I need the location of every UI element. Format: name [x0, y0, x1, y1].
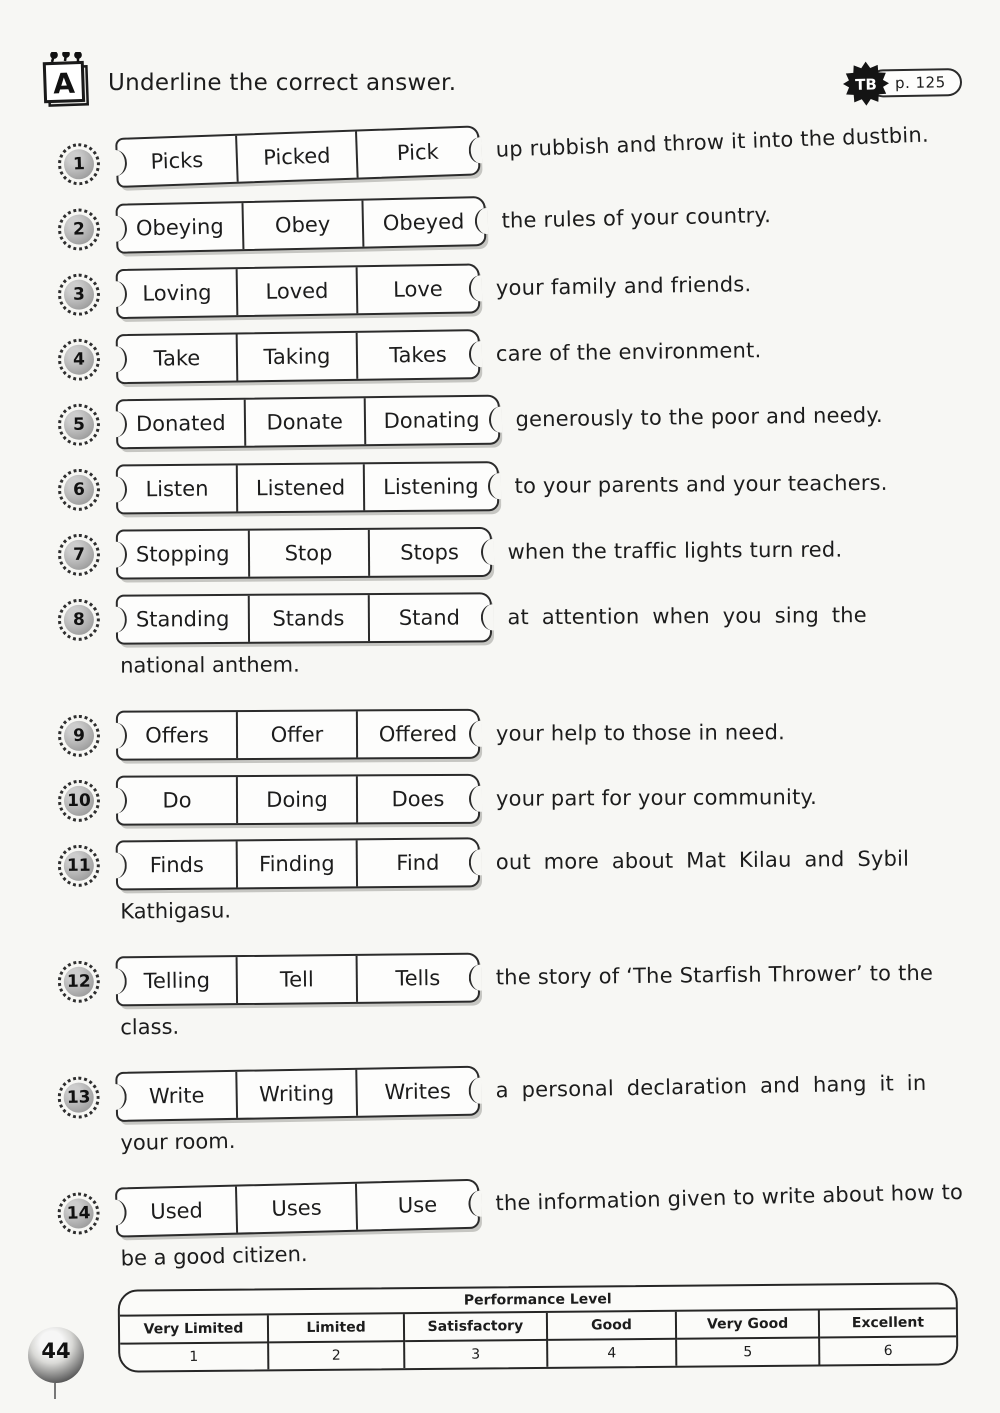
choice-option: Uses — [237, 1184, 358, 1233]
choice-option: Listening — [383, 474, 479, 500]
item-12 — [58, 948, 963, 1040]
item-number-badge: 1 — [57, 143, 100, 186]
item-sentence: to your parents and your teachers. — [514, 470, 888, 499]
item-10 — [58, 771, 962, 826]
choice-option: Stopping — [118, 531, 250, 578]
item-3 — [58, 256, 963, 320]
item-9 — [58, 706, 962, 761]
choice-option: Picked — [237, 132, 359, 182]
item-2 — [57, 186, 962, 255]
item-sentence: your part for your community. — [495, 785, 818, 811]
item-sentence: when the traffic lights turn red. — [507, 537, 843, 564]
item-sentence-continued: national anthem. — [120, 652, 300, 678]
choice-option: Stop — [249, 530, 369, 577]
perf-col-header: Very Limited — [120, 1315, 269, 1344]
choice-box — [116, 592, 492, 644]
choice-option: Obey — [243, 201, 364, 250]
svg-text:TB: TB — [855, 75, 878, 94]
choice-box — [116, 329, 481, 384]
choice-box — [116, 263, 481, 319]
choice-option: Doing — [238, 776, 358, 823]
choice-option: Taking — [238, 333, 359, 381]
page-number: 44 — [41, 1339, 71, 1363]
perf-value: 6 — [883, 1342, 893, 1359]
performance-table-title: Performance Level — [120, 1284, 956, 1316]
choice-option: Offer — [238, 711, 358, 758]
exercise-items — [58, 122, 964, 1272]
choice-option: Tell — [238, 956, 358, 1003]
choice-box — [115, 196, 486, 254]
choice-option: Obeying — [118, 203, 245, 252]
choice-option: Finding — [238, 840, 358, 887]
item-sentence: out more about Mat Kilau and Sybil — [495, 846, 910, 875]
item-sentence: a personal declaration and hang it in — [495, 1070, 927, 1103]
item-13 — [57, 1057, 962, 1156]
item-number-badge: 6 — [58, 469, 100, 511]
item-5 — [58, 389, 963, 450]
choice-option: Stand — [398, 605, 461, 630]
page-title: Underline the correct answer. — [108, 70, 457, 96]
choice-option: Loving — [118, 269, 239, 317]
header — [40, 52, 962, 114]
item-8 — [58, 589, 962, 678]
choice-option: Pick — [396, 139, 440, 166]
choice-box — [116, 461, 499, 514]
item-sentence: the information given to write about how to — [495, 1179, 964, 1216]
item-7 — [58, 524, 962, 580]
perf-col-header: Good — [548, 1312, 678, 1341]
item-number-badge: 5 — [58, 403, 101, 446]
item-11 — [58, 833, 963, 924]
choice-option: Writing — [237, 1070, 358, 1118]
item-number-badge: 2 — [58, 208, 101, 251]
choice-box — [116, 837, 480, 890]
item-number-badge: 11 — [58, 845, 100, 887]
choice-option: Used — [117, 1187, 238, 1236]
item-sentence: up rubbish and throw it into the dustbin. — [495, 122, 930, 162]
item-sentence: your help to those in need. — [495, 720, 786, 746]
choice-option: Listened — [238, 464, 366, 511]
choice-option: Use — [397, 1192, 438, 1218]
choice-option: Donating — [383, 407, 480, 434]
item-number-badge: 13 — [57, 1076, 100, 1119]
item-sentence: your family and friends. — [495, 272, 752, 301]
item-number-badge: 12 — [58, 961, 100, 1003]
choice-option: Offers — [118, 712, 238, 759]
notepad-a-icon — [40, 52, 92, 114]
perf-col-header: Satisfactory — [405, 1313, 548, 1342]
perf-value: 5 — [677, 1339, 820, 1366]
item-sentence: care of the environment. — [495, 338, 762, 366]
item-number-badge: 10 — [58, 780, 100, 822]
item-sentence-continued: be a good citizen. — [120, 1241, 308, 1271]
choice-option: Offered — [378, 721, 458, 747]
item-number-badge: 14 — [57, 1192, 100, 1235]
item-1 — [57, 108, 962, 190]
page-ref-label: p. 125 — [869, 68, 962, 98]
choice-option: Write — [117, 1072, 238, 1120]
choice-box — [116, 527, 492, 580]
choice-option: Find — [396, 850, 440, 876]
item-number-badge: 4 — [58, 338, 101, 381]
perf-col-header: Limited — [269, 1314, 405, 1343]
svg-text:A: A — [52, 66, 76, 101]
choice-option: Takes — [389, 342, 447, 368]
choice-box — [115, 125, 481, 188]
choice-option: Love — [393, 276, 443, 302]
item-sentence: the rules of your country. — [501, 203, 772, 233]
item-14 — [57, 1167, 963, 1272]
item-sentence: the story of ‘The Starfish Thrower’ to the — [495, 960, 934, 990]
choice-option: Loved — [238, 267, 359, 315]
item-sentence: at attention when you sing the — [507, 603, 867, 630]
item-sentence-continued: Kathigasu. — [120, 898, 232, 924]
item-number-badge: 9 — [58, 715, 100, 757]
performance-level-table — [118, 1282, 959, 1372]
choice-option: Donated — [118, 400, 246, 448]
choice-option: Donate — [245, 398, 366, 445]
choice-option: Picks — [117, 136, 239, 186]
choice-box — [116, 709, 480, 761]
perf-value: 2 — [269, 1342, 405, 1369]
perf-col-header: Excellent — [820, 1309, 956, 1338]
item-number-badge: 7 — [58, 534, 100, 576]
choice-option: Writes — [384, 1079, 452, 1105]
choice-option: Stops — [400, 540, 459, 565]
choice-option: Does — [391, 786, 445, 812]
choice-option: Tells — [395, 965, 441, 991]
choice-option: Listen — [118, 465, 238, 512]
choice-option: Obeyed — [382, 209, 465, 236]
perf-value: 4 — [548, 1340, 678, 1367]
item-number-badge: 3 — [58, 273, 101, 316]
choice-box — [116, 774, 480, 826]
item-sentence: generously to the poor and needy. — [515, 402, 883, 432]
choice-option: Take — [118, 334, 239, 382]
choice-box — [116, 953, 481, 1007]
item-4 — [58, 322, 963, 385]
choice-option: Telling — [118, 957, 238, 1004]
item-sentence-continued: class. — [120, 1014, 180, 1040]
perf-value: 3 — [405, 1341, 548, 1368]
perf-col-header: Very Good — [677, 1311, 820, 1340]
tb-reference-badge — [843, 59, 962, 107]
choice-option: Do — [118, 777, 238, 824]
choice-option: Finds — [118, 841, 238, 888]
page-number-ball — [28, 1327, 84, 1383]
choice-box — [115, 1066, 480, 1122]
choice-option: Stands — [249, 595, 369, 642]
item-sentence-continued: your room. — [120, 1128, 236, 1155]
choice-option: Standing — [118, 596, 250, 643]
choice-box — [115, 1179, 480, 1238]
choice-box — [116, 395, 500, 450]
item-number-badge: 8 — [58, 599, 100, 641]
tb-star-icon — [843, 60, 890, 107]
perf-value: 1 — [120, 1343, 269, 1370]
item-6 — [58, 457, 962, 515]
